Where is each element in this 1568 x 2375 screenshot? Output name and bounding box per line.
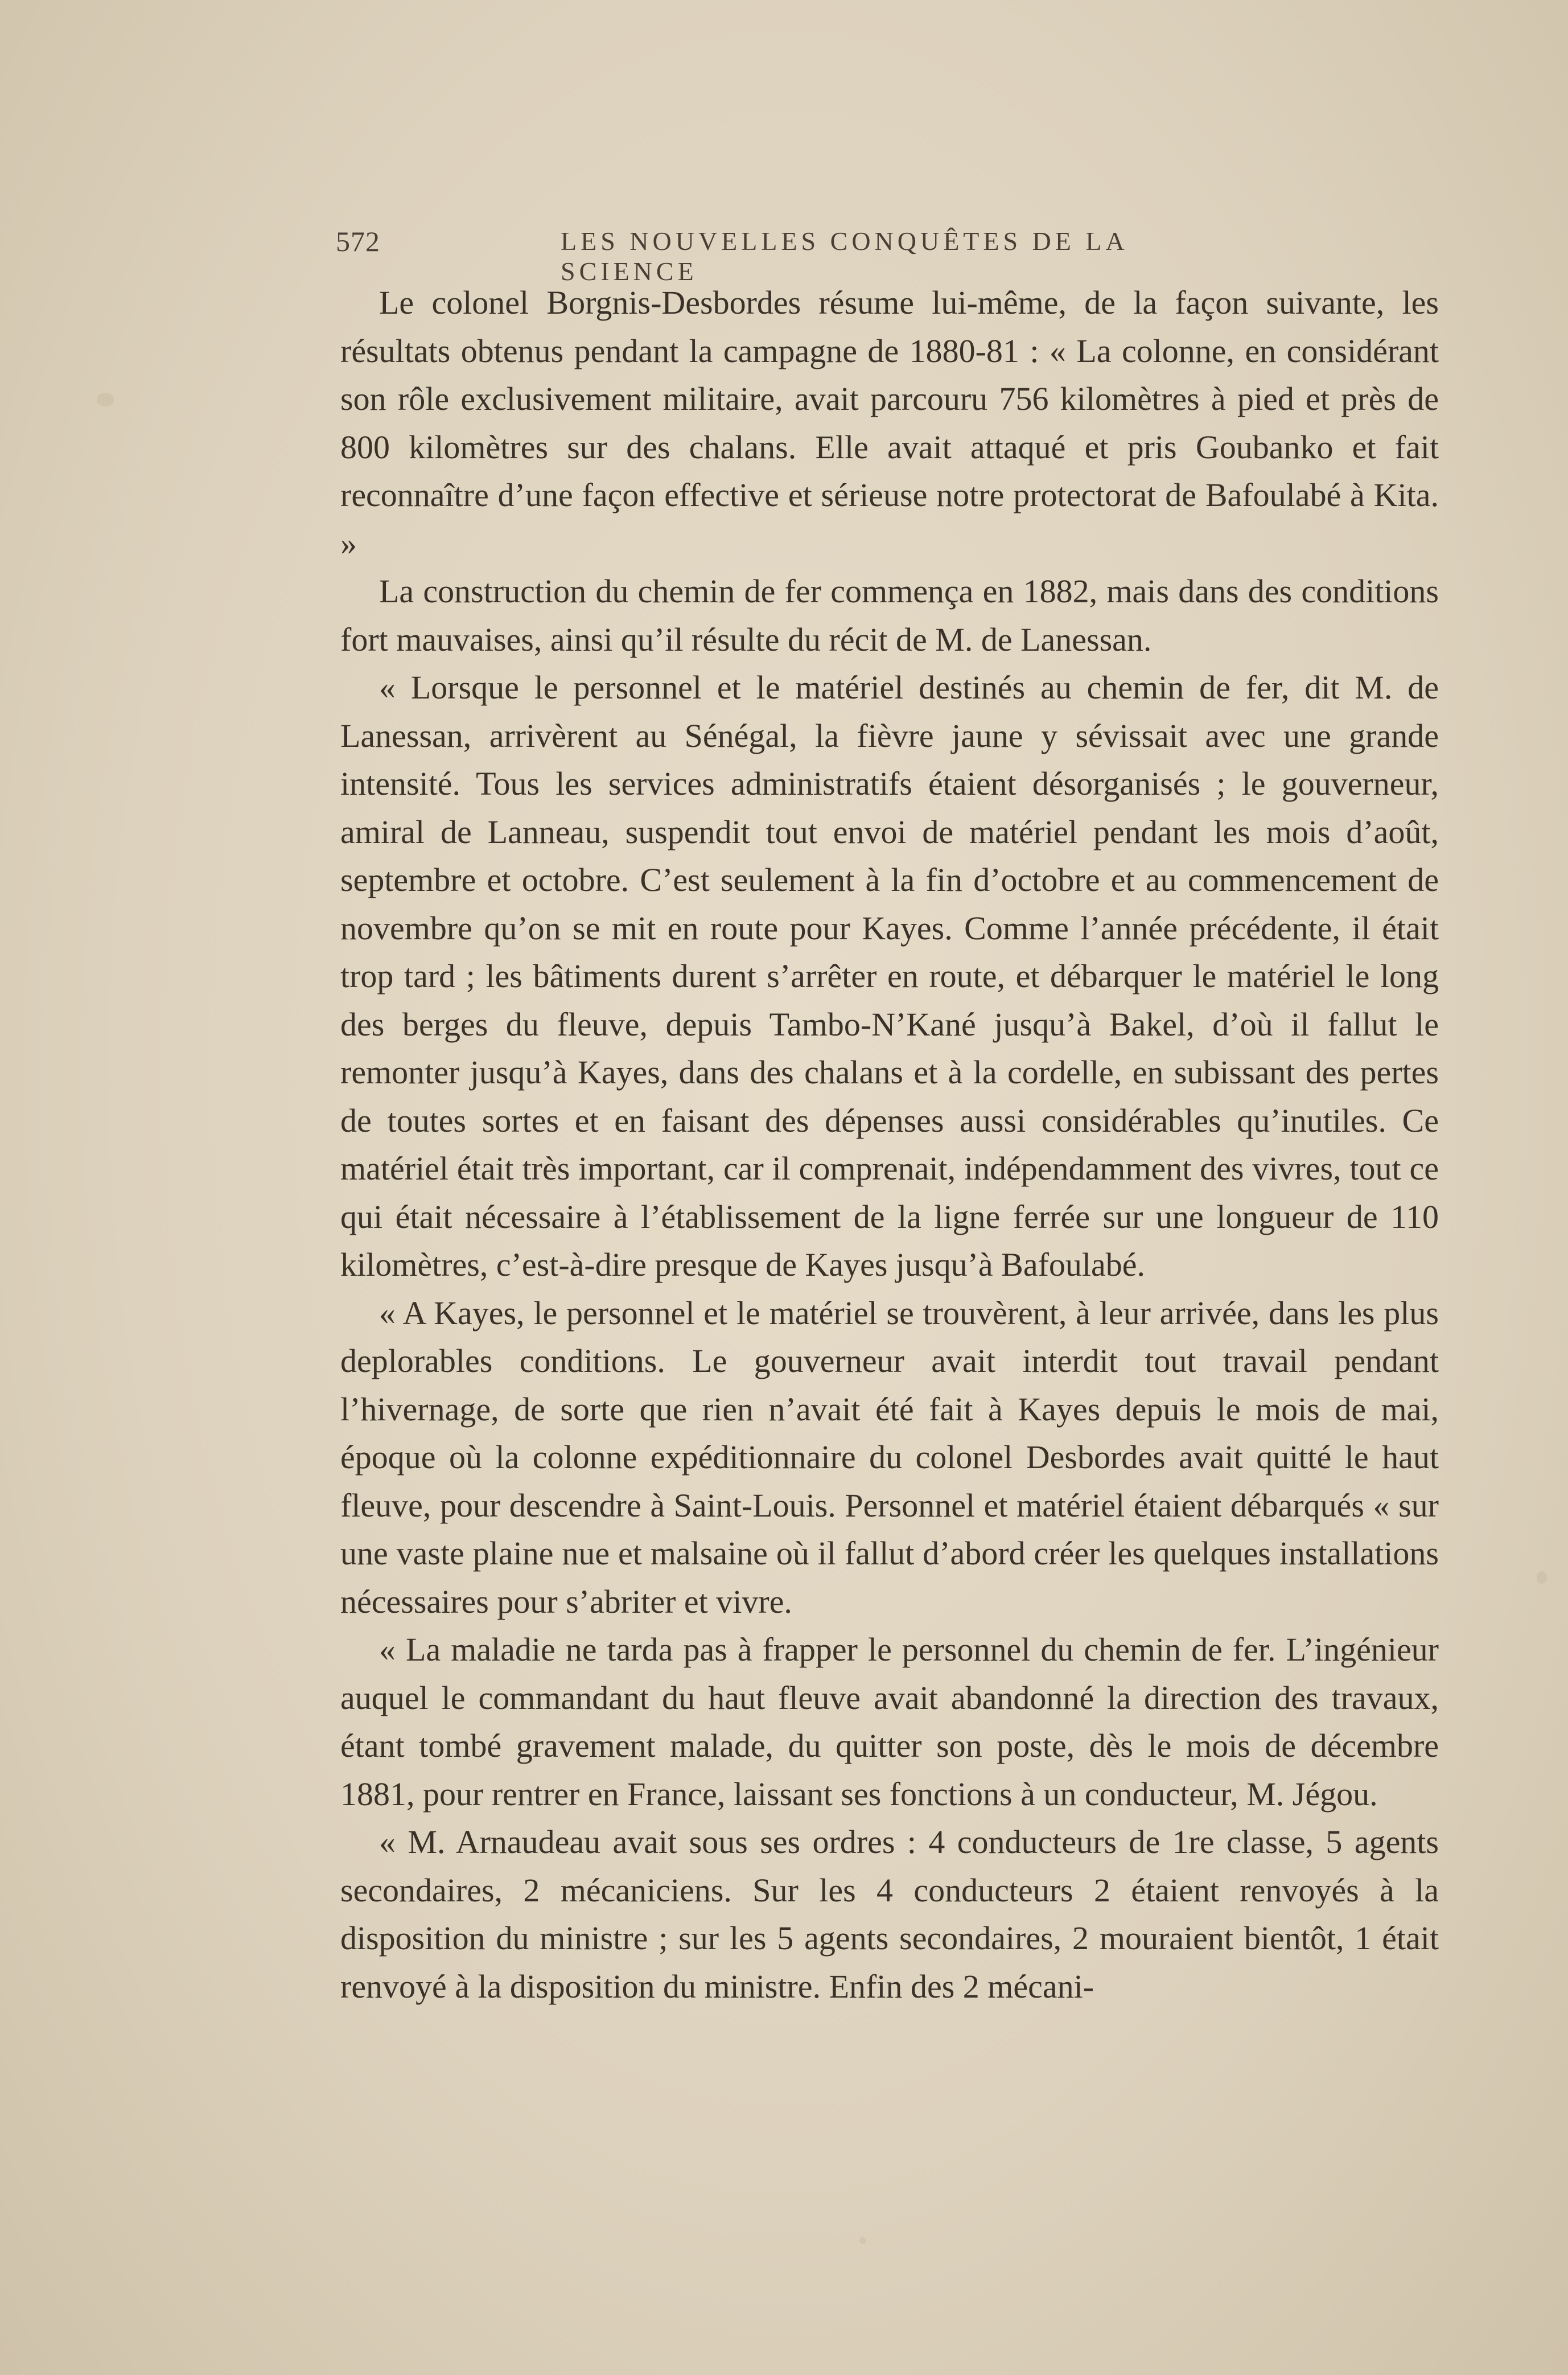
running-head: LES NOUVELLES CONQUÊTES DE LA SCIENCE — [561, 227, 1127, 286]
page-header — [336, 225, 1235, 286]
paragraph: « La maladie ne tarda pas à frapper le personnel du chemin de fer. L’ingénieur auquel le commandant du haut fleuve avait abandonné la direction des travaux, étant tombé gravement malade, du quitter son poste, dès le mois de décembre 1881, pour rentrer en France, laissant ses fonctions à un conducteur, M. Jégou. — [340, 1631, 1439, 1813]
paragraph: « Lorsque le personnel et le matériel destinés au chemin de fer, dit M. de Lanessan, arrivèrent au Sénégal, la fièvre jaune y sévissait avec une grande intensité. Tous les services administratifs étaient désorganisés ; le gouverneur, amiral de Lanneau, suspendit tout envoi de matériel pendant les mois d’août, septembre et octobre. C’est seulement à la fin d’octobre et au commencement de novembre qu’on se mit en route pour Kayes. Comme l’année précédente, il était trop tard ; les bâtiments durent s’arrêter en route, et débarquer le matériel le long des berges du fleuve, depuis Tambo-N’Kané jusqu’à Bakel, d’où il fallut le remonter jusqu’à Kayes, dans des chalans et à la cordelle, en subissant des pertes de toutes sortes et en faisant des dépenses aussi considérables qu’inutiles. Ce matériel était très important, car il comprenait, indépendamment des vivres, tout ce qui était nécessaire à l’établissement de la ligne ferrée sur une longueur de 110 kilomètres, c’est-à-dire presque de Kayes jusqu’à Bafoulabé. — [340, 669, 1439, 1283]
paper-stain — [1537, 1571, 1547, 1584]
paper-stain — [859, 2237, 866, 2244]
paper-stain — [97, 393, 114, 406]
body-text — [340, 279, 1439, 2011]
paragraph: « A Kayes, le personnel et le matériel se trouvèrent, à leur arrivée, dans les plus deplorables conditions. Le gouverneur avait interdit tout travail pendant l’hivernage, de sorte que rien n’avait été fait à Kayes depuis le mois de mai, époque où la colonne expéditionnaire du colonel Desbordes avait quitté le haut fleuve, pour descendre à Saint-Louis. Personnel et matériel étaient débarqués « sur une vaste plaine nue et malsaine où il fallut d’abord créer les quelques installations nécessaires pour s’abriter et vivre. — [340, 1294, 1439, 1620]
paragraph: « M. Arnaudeau avait sous ses ordres : 4 conducteurs de 1re classe, 5 agents secondaires, 2 mécaniciens. Sur les 4 conducteurs 2 étaient renvoyés à la disposition du ministre ; sur les 5 agents secondaires, 2 mouraient bientôt, 1 était renvoyé à la disposition du ministre. Enfin des 2 mécani- — [340, 1823, 1439, 2005]
paragraph: La construction du chemin de fer commença en 1882, mais dans des conditions fort mauvaises, ainsi qu’il résulte du récit de M. de Lanessan. — [340, 573, 1439, 658]
page-number: 572 — [336, 225, 380, 257]
paragraph: Le colonel Borgnis-Desbordes résume lui-même, de la façon suivante, les résultats obtenus pendant la campagne de 1880-81 : « La colonne, en considérant son rôle exclusivement militaire, avait parcouru 756 kilomètres à pied et près de 800 kilomètres sur des chalans. Elle avait attaqué et pris Goubanko et fait reconnaître d’une façon effective et sérieuse notre protectorat de Bafoulabé à Kita. » — [340, 284, 1439, 562]
